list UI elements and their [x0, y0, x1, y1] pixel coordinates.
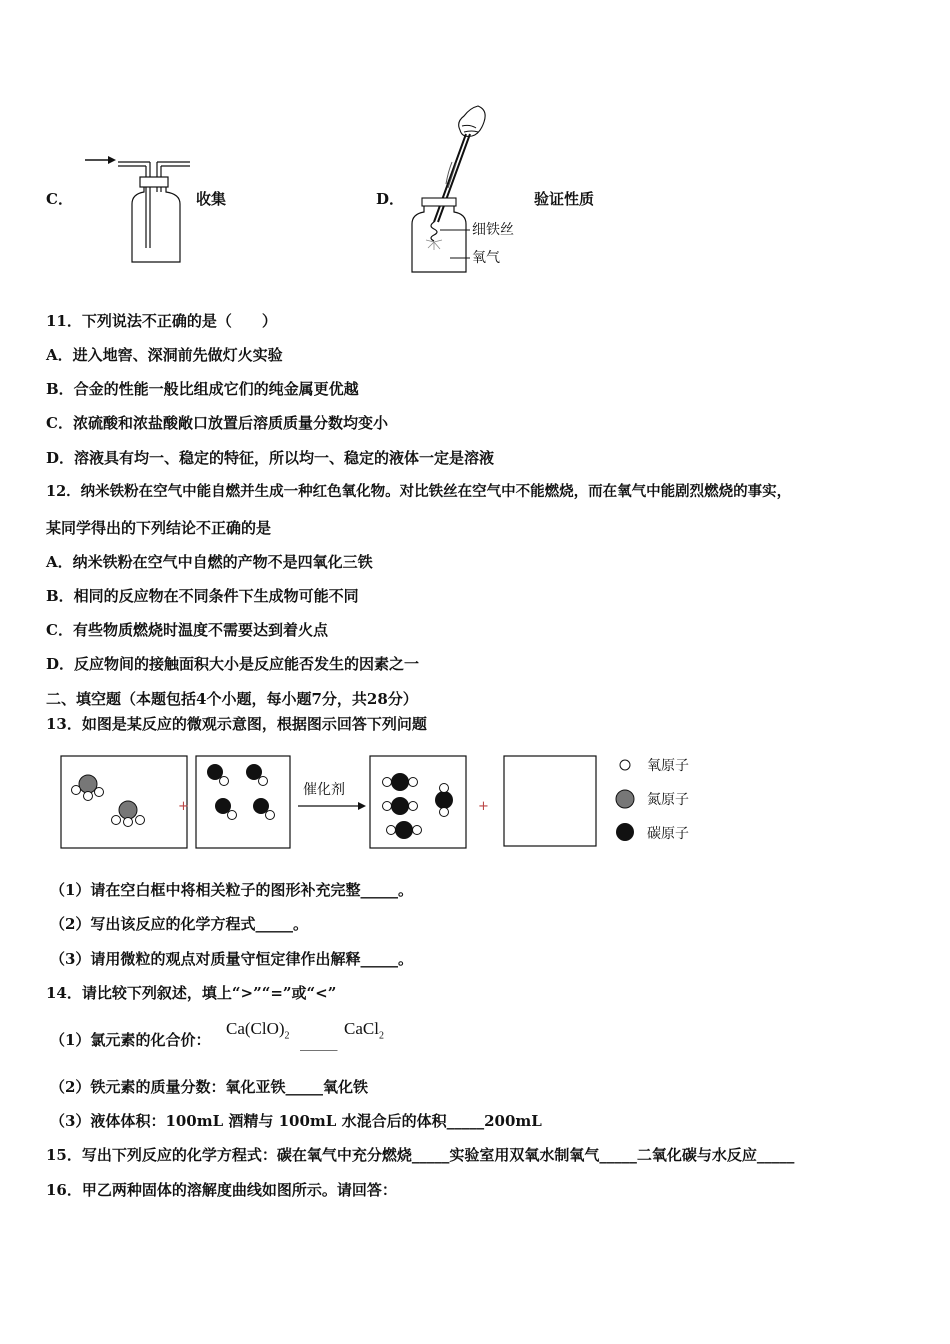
- q12-option-a: A．纳米铁粉在空气中自燃的产物不是四氧化三铁: [46, 553, 373, 571]
- section-fill-in-title: 二、填空题（本题包括4个小题，每小题7分，共28分）: [46, 690, 418, 708]
- catalyst-label: 催化剂: [303, 782, 345, 798]
- option-c-label: 收集: [196, 190, 227, 208]
- q13-part-1: （1）请在空白框中将相关粒子的图形补充完整_____。: [50, 881, 413, 899]
- formula-calcium-chloride: CaCl$_2$: [344, 1019, 384, 1042]
- q14-part-1-blank: _____: [300, 1033, 338, 1051]
- plus-sign-2: +: [478, 799, 489, 814]
- q12-option-b: B．相同的反应物在不同条件下生成物可能不同: [46, 587, 359, 605]
- q11-option-d: D．溶液具有均一、稳定的特征，所以均一、稳定的液体一定是溶液: [46, 449, 495, 467]
- legend-nitrogen-symbol: [616, 790, 634, 808]
- label-oxygen: 氧气: [472, 250, 500, 266]
- q13-stem: 13．如图是某反应的微观示意图，根据图示回答下列问题: [46, 715, 427, 733]
- q12-stem-line2: 某同学得出的下列结论不正确的是: [46, 519, 272, 537]
- q14-part-3: （3）液体体积：100mL 酒精与 100mL 水混合后的体积_____200mL: [50, 1112, 542, 1130]
- q12-option-c: C．有些物质燃烧时温度不需要达到着火点: [46, 621, 328, 639]
- legend-oxygen-label: 氧原子: [647, 758, 689, 774]
- formula-calcium-hypochlorite: $Ca(ClO)_2$: [226, 1019, 290, 1042]
- blank-answer-box: [504, 756, 596, 846]
- option-c-letter: C．: [46, 190, 73, 208]
- option-d-letter: D．: [376, 190, 405, 208]
- gas-collection-bottle-diagram: [82, 150, 197, 270]
- reaction-micro-diagram: [58, 752, 708, 852]
- molecule-nitrogen-hydrogen: [112, 801, 145, 827]
- q14-stem: 14．请比较下列叙述，填上“>”“=”或“<”: [46, 984, 337, 1002]
- q11-option-b: B．合金的性能一般比组成它们的纯金属更优越: [46, 380, 359, 398]
- plus-sign-1: +: [178, 799, 189, 814]
- option-d-label: 验证性质: [534, 190, 595, 208]
- q16-stem: 16．甲乙两种固体的溶解度曲线如图所示。请回答：: [46, 1181, 397, 1199]
- q12-stem-line1: 12．纳米铁粉在空气中能自燃并生成一种红色氧化物。对比铁丝在空气中不能燃烧，而在氧气中能剧烈燃烧的事实，: [46, 483, 792, 500]
- q13-part-2: （2）写出该反应的化学方程式_____。: [50, 915, 308, 933]
- q15-stem: 15．写出下列反应的化学方程式：碳在氧气中充分燃烧_____实验室用双氧水制氧气_____二氧化碳与水反应_____: [46, 1146, 795, 1164]
- q13-part-3: （3）请用微粒的观点对质量守恒定律作出解释_____。: [50, 950, 413, 968]
- molecule-nitrogen-hydrogen: [72, 775, 104, 801]
- legend-nitrogen-label: 氮原子: [647, 792, 689, 808]
- q11-option-c: C．浓硫酸和浓盐酸敞口放置后溶质质量分数均变小: [46, 414, 388, 432]
- q14-part-2: （2）铁元素的质量分数：氧化亚铁_____氧化铁: [50, 1078, 368, 1096]
- legend-oxygen-symbol: [620, 760, 630, 770]
- label-iron-wire: 细铁丝: [472, 222, 514, 238]
- q14-part-1-label: （1）氯元素的化合价：: [50, 1031, 211, 1049]
- legend-carbon-symbol: [616, 823, 634, 841]
- q12-option-d: D．反应物间的接触面积大小是反应能否发生的因素之一: [46, 655, 420, 673]
- q11-option-a: A．进入地窖、深洞前先做灯火实验: [46, 346, 283, 364]
- legend-carbon-label: 碳原子: [647, 826, 689, 842]
- q11-stem: 11．下列说法不正确的是（ ）: [46, 312, 277, 330]
